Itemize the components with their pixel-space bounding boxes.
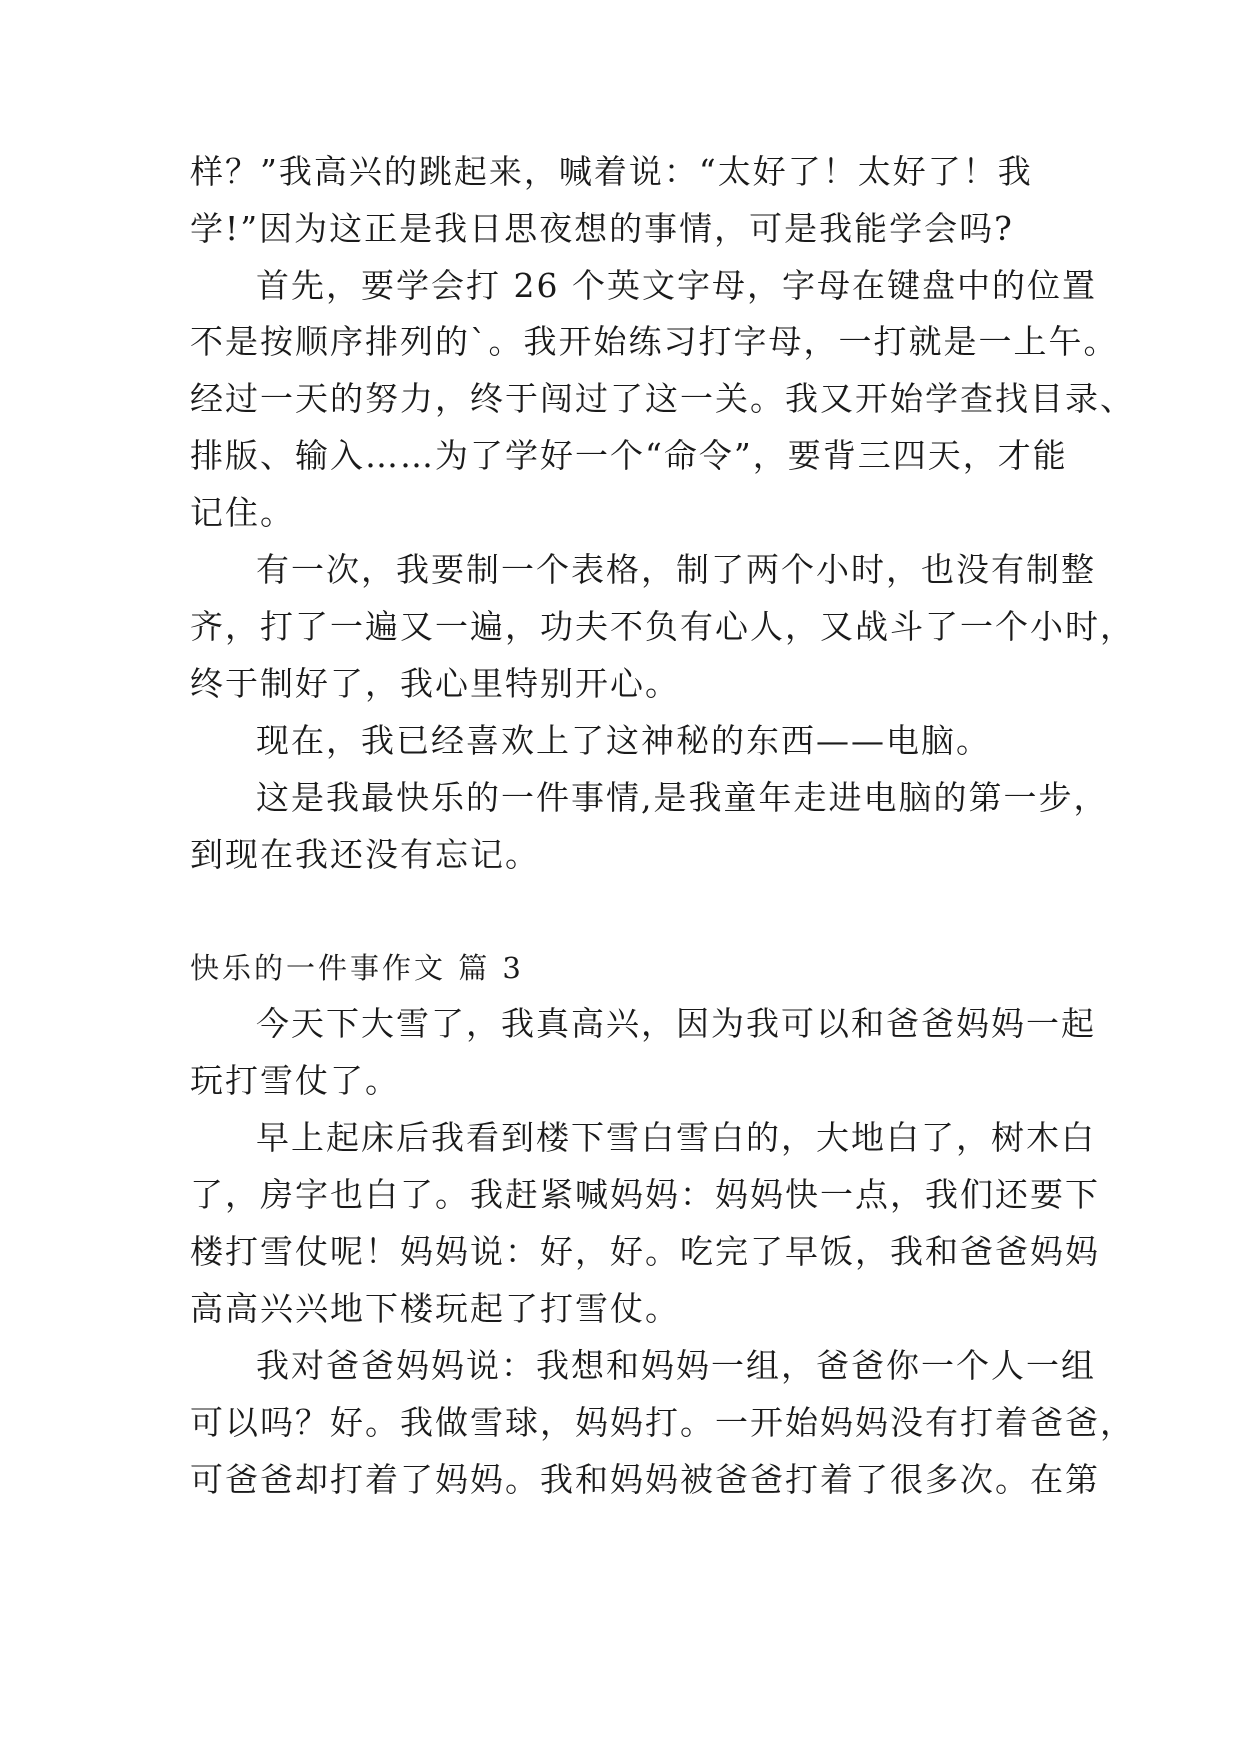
text-line: 楼打雪仗呢！妈妈说：好，好。吃完了早饭，我和爸爸妈妈 <box>190 1232 1100 1271</box>
text-line: 齐，打了一遍又一遍，功夫不负有心人，又战斗了一个小时， <box>190 607 1135 646</box>
text-line: 终于制好了，我心里特别开心。 <box>190 664 680 703</box>
paragraph-first-line: 早上起床后我看到楼下雪白雪白的，大地白了，树木白 <box>256 1118 1096 1157</box>
paragraph-first-line: 今天下大雪了，我真高兴，因为我可以和爸爸妈妈一起 <box>256 1004 1096 1043</box>
paragraph-first-line: 首先，要学会打 26 个英文字母，字母在键盘中的位置 <box>256 266 1097 305</box>
text-line: 到现在我还没有忘记。 <box>190 835 540 874</box>
text-line: 不是按顺序排列的`。我开始练习打字母，一打就是一上午。 <box>190 322 1119 361</box>
text-line: 记住。 <box>190 493 295 532</box>
paragraph-first-line: 我对爸爸妈妈说：我想和妈妈一组，爸爸你一个人一组 <box>256 1346 1096 1385</box>
text-line: 玩打雪仗了。 <box>190 1061 400 1100</box>
text-line: 高高兴兴地下楼玩起了打雪仗。 <box>190 1289 680 1328</box>
text-line: 可爸爸却打着了妈妈。我和妈妈被爸爸打着了很多次。在第 <box>190 1460 1100 1499</box>
text-line: 排版、输入……为了学好一个“命令”，要背三四天，才能 <box>190 436 1068 475</box>
text-line: 经过一天的努力，终于闯过了这一关。我又开始学查找目录、 <box>190 379 1135 418</box>
text-line: 样？”我高兴的跳起来，喊着说：“太好了！太好了！我 <box>190 152 1033 191</box>
paragraph-first-line: 有一次，我要制一个表格，制了两个小时，也没有制整 <box>256 550 1096 589</box>
paragraph-first-line: 现在，我已经喜欢上了这神秘的东西——电脑。 <box>256 721 991 760</box>
paragraph-first-line: 这是我最快乐的一件事情,是我童年走进电脑的第一步， <box>256 778 1109 817</box>
text-line: 可以吗？好。我做雪球，妈妈打。一开始妈妈没有打着爸爸， <box>190 1403 1135 1442</box>
text-line: 学!”因为这正是我日思夜想的事情，可是我能学会吗? <box>190 209 1014 248</box>
text-line: 了，房字也白了。我赶紧喊妈妈：妈妈快一点，我们还要下 <box>190 1175 1100 1214</box>
section-heading: 快乐的一件事作文 篇 3 <box>190 951 524 985</box>
